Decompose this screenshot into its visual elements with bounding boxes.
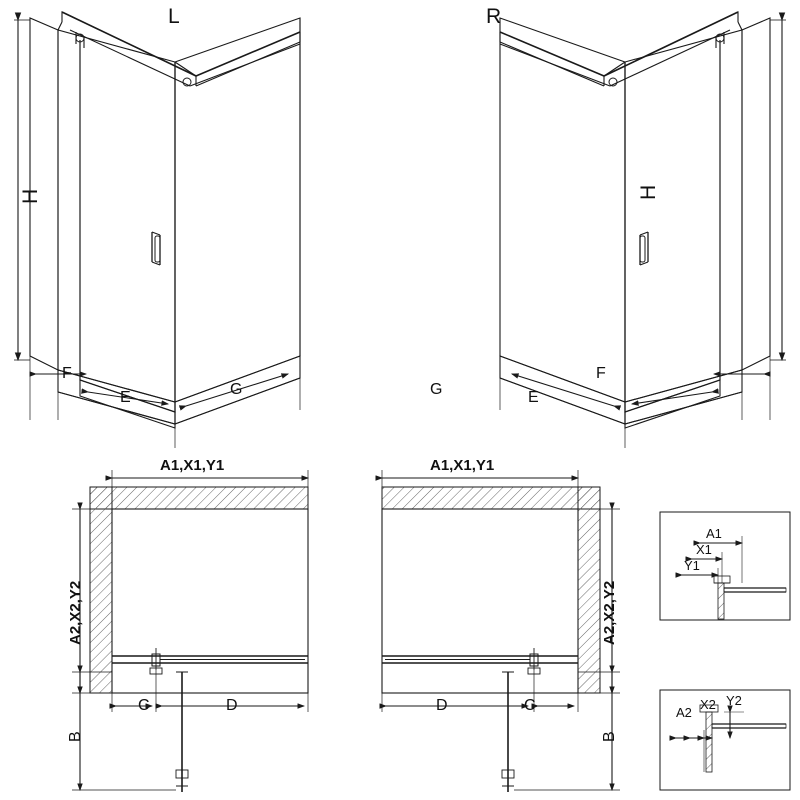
label-variant-L: L — [168, 5, 180, 28]
label-B-left: B — [67, 731, 84, 742]
iso-view-left — [14, 12, 300, 448]
label-B-right: B — [601, 731, 618, 742]
label-X1-detail: X1 — [696, 542, 712, 557]
label-E-right: E — [528, 389, 539, 406]
label-Y2-detail: Y2 — [726, 693, 742, 708]
plan-view-right — [382, 470, 620, 792]
label-A1-detail: A1 — [706, 526, 722, 541]
label-H-left: H — [19, 188, 42, 204]
label-G-left: G — [230, 381, 243, 398]
label-A2-detail: A2 — [676, 705, 692, 720]
label-F-right: F — [596, 365, 606, 382]
label-C-left: C — [138, 697, 150, 714]
label-A2X2Y2-left: A2,X2,Y2 — [67, 580, 84, 645]
detail-box-top — [660, 512, 790, 620]
label-D-right: D — [436, 697, 448, 714]
plan-view-left — [72, 470, 308, 792]
label-F-left: F — [62, 365, 72, 382]
label-D-left: D — [226, 697, 238, 714]
label-E-left: E — [120, 389, 131, 406]
label-C-right: C — [524, 697, 536, 714]
label-variant-R: R — [486, 5, 502, 28]
label-X2-detail: X2 — [700, 697, 716, 712]
label-A1X1Y1-left: A1,X1,Y1 — [160, 457, 225, 474]
label-Y1-detail: Y1 — [684, 558, 700, 573]
label-A1X1Y1-right: A1,X1,Y1 — [430, 457, 495, 474]
label-G-right: G — [430, 381, 443, 398]
iso-view-right — [500, 12, 786, 448]
label-H-right: H — [637, 184, 660, 200]
label-A2X2Y2-right: A2,X2,Y2 — [601, 580, 618, 645]
